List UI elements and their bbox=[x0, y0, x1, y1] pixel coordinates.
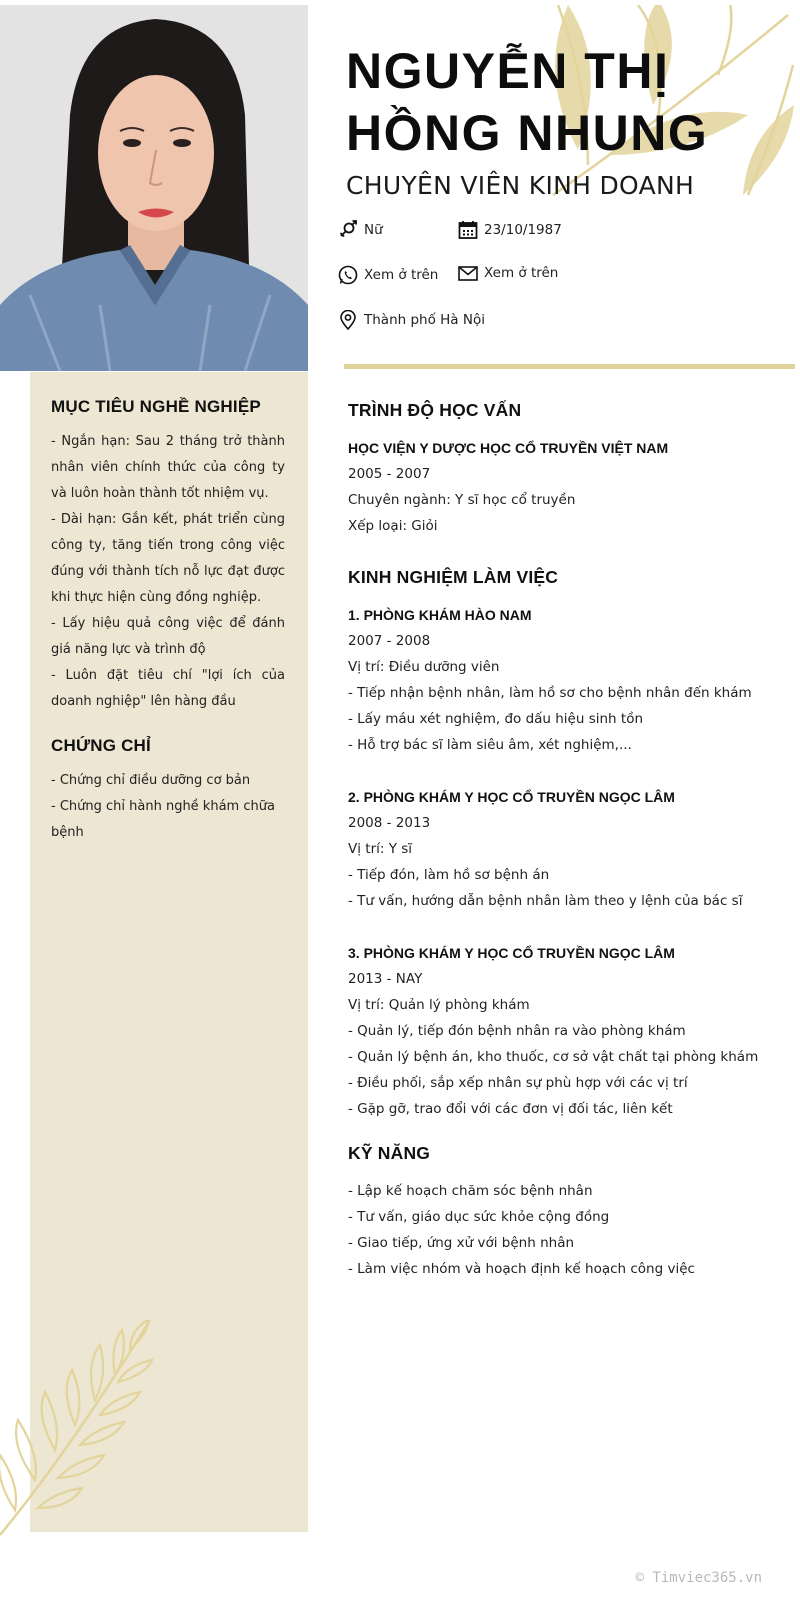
job-company: 2. PHÒNG KHÁM Y HỌC CỔ TRUYỀN NGỌC LÂM bbox=[348, 789, 675, 805]
job-period: 2008 - 2013 bbox=[348, 815, 431, 831]
skill-item: - Làm việc nhóm và hoạch định kế hoạch công việc bbox=[348, 1261, 695, 1277]
job-company: 3. PHÒNG KHÁM Y HỌC CỔ TRUYỀN NGỌC LÂM bbox=[348, 945, 675, 961]
email-info bbox=[458, 263, 558, 283]
job-duty: - Tư vấn, hướng dẫn bệnh nhân làm theo y lệnh của bác sĩ bbox=[348, 893, 743, 909]
gender-value: Nữ bbox=[364, 222, 383, 238]
birthday-value: 23/10/1987 bbox=[484, 222, 562, 238]
address-value: Thành phố Hà Nội bbox=[364, 312, 485, 328]
job-entry bbox=[348, 940, 778, 1122]
job-period: 2013 - NAY bbox=[348, 971, 423, 987]
school-name: HỌC VIỆN Y DƯỢC HỌC CỔ TRUYỀN VIỆT NAM bbox=[348, 440, 669, 456]
job-position: Vị trí: Y sĩ bbox=[348, 841, 413, 857]
certificate-item: - Chứng chỉ hành nghề khám chữa bệnh bbox=[51, 799, 275, 840]
phone-info bbox=[338, 265, 438, 285]
gender-info bbox=[338, 220, 383, 240]
job-position: Vị trí: Quản lý phòng khám bbox=[348, 997, 530, 1013]
job-duty: - Hỗ trợ bác sĩ làm siêu âm, xét nghiệm,... bbox=[348, 737, 632, 753]
address-info bbox=[338, 310, 485, 330]
education-section bbox=[348, 400, 778, 539]
job-duty: - Lấy máu xét nghiệm, đo dấu hiệu sinh tồn bbox=[348, 711, 644, 727]
experience-section bbox=[348, 567, 778, 1148]
phone-value: Xem ở trên bbox=[364, 267, 439, 283]
watermark: © Timviec365.vn bbox=[635, 1570, 762, 1586]
job-period: 2007 - 2008 bbox=[348, 633, 431, 649]
job-duty: - Tiếp nhận bệnh nhân, làm hồ sơ cho bệnh nhân đến khám bbox=[348, 685, 752, 701]
career-goal-item: - Lấy hiệu quả công việc để đánh giá năng lực và trình độ bbox=[51, 616, 285, 657]
career-goal-item: - Dài hạn: Gắn kết, phát triển cùng công ty, tăng tiến trong công việc đúng với thành tích nỗ lực đạt được khi thực hiện cùng đồng nghiệp. bbox=[51, 512, 285, 605]
career-goal-title: MỤC TIÊU NGHỀ NGHIỆP bbox=[51, 397, 261, 416]
skill-item: - Lập kế hoạch chăm sóc bệnh nhân bbox=[348, 1183, 593, 1199]
gender-icon bbox=[338, 220, 358, 240]
calendar-icon bbox=[458, 220, 478, 240]
job-company: 1. PHÒNG KHÁM HÀO NAM bbox=[348, 607, 532, 623]
skills-section bbox=[348, 1143, 778, 1282]
birthday-info bbox=[458, 220, 562, 240]
job-duty: - Điều phối, sắp xếp nhân sự phù hợp với các vị trí bbox=[348, 1075, 688, 1091]
name-line-2: HỒNG NHUNG bbox=[346, 105, 709, 161]
profile-photo bbox=[0, 5, 308, 371]
job-duty: - Quản lý, tiếp đón bệnh nhân ra vào phòng khám bbox=[348, 1023, 686, 1039]
job-duty: - Quản lý bệnh án, kho thuốc, cơ sở vật chất tại phòng khám bbox=[348, 1049, 759, 1065]
certificate-item: - Chứng chỉ điều dưỡng cơ bản bbox=[51, 773, 251, 788]
candidate-name bbox=[346, 40, 746, 164]
job-duty: - Tiếp đón, làm hồ sơ bệnh án bbox=[348, 867, 550, 883]
career-goal-section bbox=[51, 397, 285, 715]
skill-item: - Giao tiếp, ứng xử với bệnh nhân bbox=[348, 1235, 575, 1251]
location-pin-icon bbox=[338, 310, 358, 330]
experience-title: KINH NGHIỆM LÀM VIỆC bbox=[348, 567, 559, 587]
career-goal-item: - Luôn đặt tiêu chí "lợi ích của doanh nghiệp" lên hàng đầu bbox=[51, 668, 285, 709]
email-value: Xem ở trên bbox=[484, 265, 559, 281]
certificates-section bbox=[51, 736, 285, 846]
name-line-1: NGUYỄN THỊ bbox=[346, 43, 670, 99]
education-grade: Xếp loại: Giỏi bbox=[348, 518, 438, 534]
certificates-title: CHỨNG CHỈ bbox=[51, 736, 151, 755]
phone-icon bbox=[338, 265, 358, 285]
mail-icon bbox=[458, 263, 478, 283]
job-entry bbox=[348, 602, 778, 758]
header-divider bbox=[344, 364, 795, 369]
leaf-decoration-bottom bbox=[0, 1320, 160, 1540]
skills-title: KỸ NĂNG bbox=[348, 1143, 431, 1163]
career-goal-item: - Ngắn hạn: Sau 2 tháng trở thành nhân viên chính thức của công ty và luôn hoàn thành tốt nhiệm vụ. bbox=[51, 434, 285, 501]
education-period: 2005 - 2007 bbox=[348, 466, 431, 482]
education-major: Chuyên ngành: Y sĩ học cổ truyền bbox=[348, 492, 576, 508]
skill-item: - Tư vấn, giáo dục sức khỏe cộng đồng bbox=[348, 1209, 610, 1225]
job-position: Vị trí: Điều dưỡng viên bbox=[348, 659, 500, 675]
job-duty: - Gặp gỡ, trao đổi với các đơn vị đối tác, liên kết bbox=[348, 1101, 673, 1117]
job-title: CHUYÊN VIÊN KINH DOANH bbox=[346, 171, 695, 200]
job-entry bbox=[348, 784, 778, 914]
education-title: TRÌNH ĐỘ HỌC VẤN bbox=[348, 400, 522, 420]
